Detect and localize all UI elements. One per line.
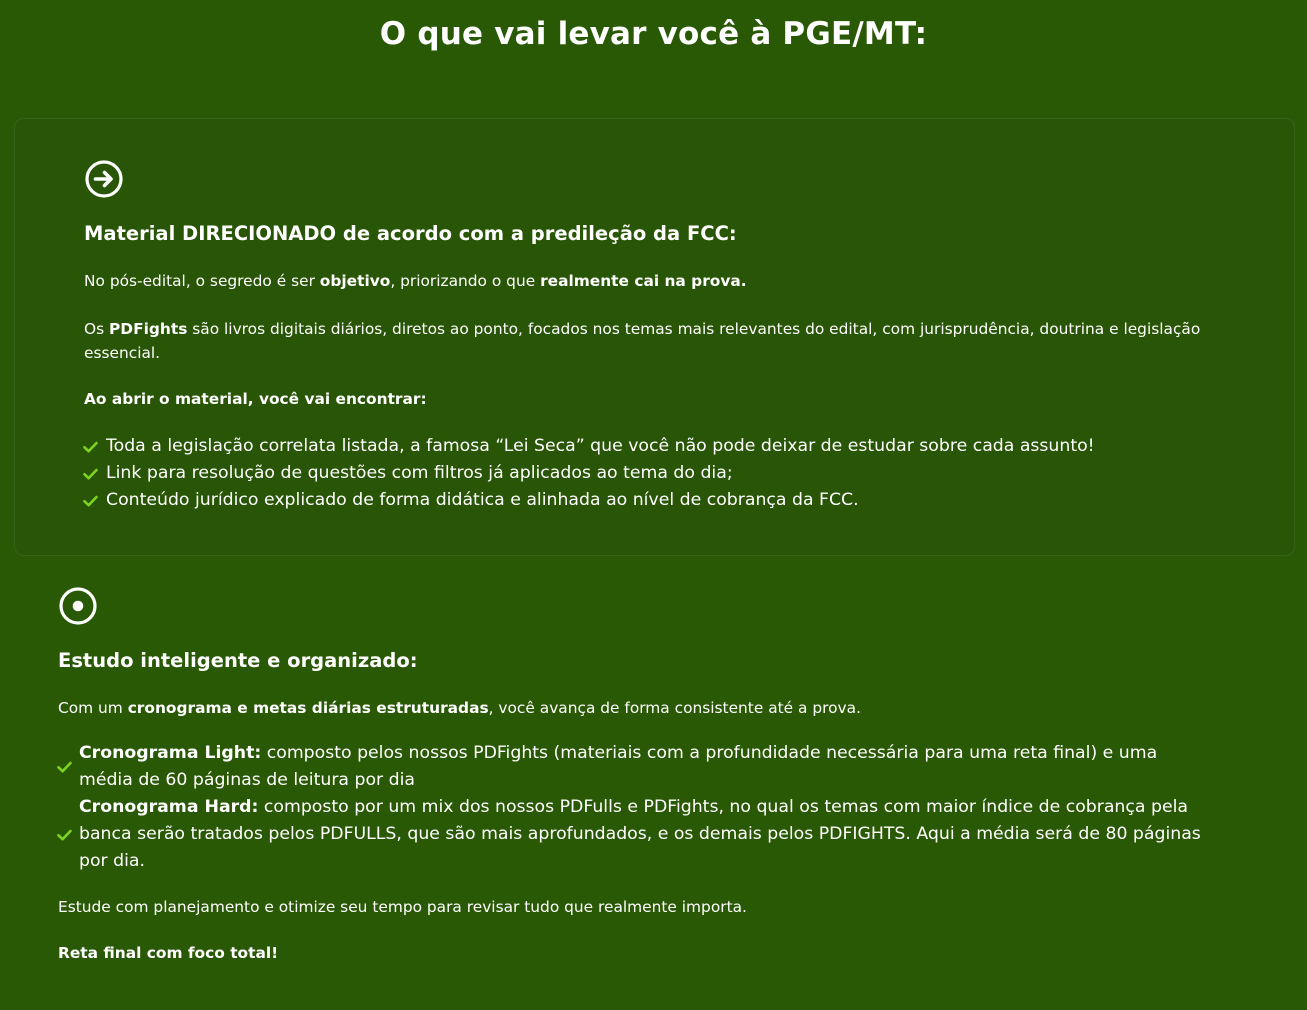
closing-text: Reta final com foco total! <box>58 944 279 962</box>
paragraph-planejamento: Estude com planejamento e otimize seu tempo para revisar tudo que realmente importa. <box>58 898 747 916</box>
paragraph-objetivo: No pós-edital, o segredo é ser objetivo, priorizando o que realmente cai na prova. <box>84 272 747 290</box>
list-lead-text: Ao abrir o material, você vai encontrar: <box>84 390 427 408</box>
check-icon <box>83 495 98 507</box>
check-icon <box>57 761 72 773</box>
page-title: O que vai levar você à PGE/MT: <box>379 16 928 52</box>
arrow-right-circle-icon <box>83 158 125 200</box>
list-item: Conteúdo jurídico explicado de forma didática e alinhada ao nível de cobrança da FCC. <box>83 487 1095 514</box>
feature-list-material <box>83 433 1095 514</box>
feature-list-cronogramas <box>57 740 1207 875</box>
list-item: Cronograma Hard: composto por um mix dos nossos PDFulls e PDFights, no qual os temas com maior índice de cobrança pela banca serão tratados pelos PDFULLS, que são mais aprofundados, e os demais pelos PDFIGHTS. Aqui a média será de 80 páginas por dia. <box>57 794 1207 875</box>
section-heading-estudo: Estudo inteligente e organizado: <box>58 649 418 672</box>
check-icon <box>83 468 98 480</box>
section-heading-material: Material DIRECIONADO de acordo com a predileção da FCC: <box>84 222 737 245</box>
check-icon <box>83 441 98 453</box>
list-item: Toda a legislação correlata listada, a famosa “Lei Seca” que você não pode deixar de estudar sobre cada assunto! <box>83 433 1095 460</box>
target-circle-icon <box>57 585 99 627</box>
list-item: Cronograma Light: composto pelos nossos PDFights (materiais com a profundidade necessária para uma reta final) e uma média de 60 páginas de leitura por dia <box>57 740 1207 794</box>
paragraph-cronograma: Com um cronograma e metas diárias estruturadas, você avança de forma consistente até a prova. <box>58 699 861 717</box>
list-item: Link para resolução de questões com filtros já aplicados ao tema do dia; <box>83 460 1095 487</box>
paragraph-pdfights: Os PDFights são livros digitais diários, diretos ao ponto, focados nos temas mais relevantes do edital, com jurisprudência, doutrina e legislação essencial. <box>84 320 1201 362</box>
check-icon <box>57 829 72 841</box>
